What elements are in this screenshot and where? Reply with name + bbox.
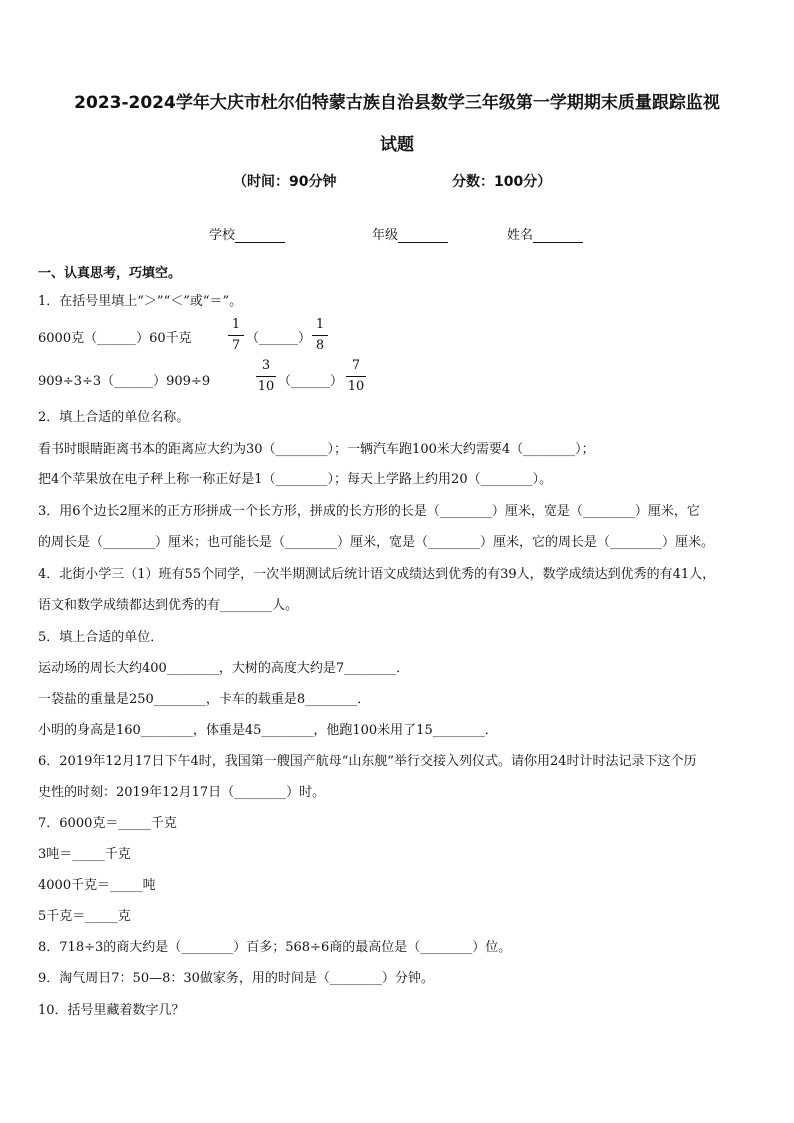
exam-title-cont: 试题 [380, 135, 414, 155]
name-blank[interactable] [533, 228, 583, 243]
fraction-bar [228, 335, 244, 336]
grade-field[interactable] [372, 224, 448, 243]
fraction-bar [346, 376, 366, 377]
q1-b-blank[interactable]: （______） [246, 331, 312, 346]
q1-stem: 1．在括号里填上“＞”“＜”或“＝”。 [38, 294, 243, 309]
name-label: 姓名 [507, 228, 534, 243]
denominator: 10 [347, 379, 365, 394]
q5-line1: 运动场的周长大约400________，大树的高度大约是7________． [38, 661, 410, 676]
fraction-bar [312, 335, 328, 336]
q6-line1: 6．2019年12月17日下午4时，我国第一艘国产航母“山东舰”举行交接入列仪式。请你用24时计时法记录下这个历 [38, 754, 697, 769]
grade-label: 年级 [372, 228, 399, 243]
fraction [346, 357, 366, 396]
denominator: 10 [257, 379, 275, 394]
q10-line: 10．括号里藏着数字几？ [38, 1003, 185, 1018]
q1-d-blank[interactable]: （______） [278, 374, 344, 389]
section-heading: 一、认真思考，巧填空。 [38, 266, 182, 281]
school-field[interactable] [209, 224, 285, 243]
q3-line1: 3．用6个边长2厘米的正方形拼成一个长方形，拼成的长方形的长是（________）厘米，宽是（________）厘米，它 [38, 504, 700, 519]
q7-line4: 5千克＝_____克 [38, 909, 131, 924]
q1-a: 6000克（______）60千克 [38, 331, 192, 346]
denominator: 7 [231, 338, 241, 353]
school-label: 学校 [209, 228, 236, 243]
q7-line1: 7．6000克＝_____千克 [38, 816, 177, 831]
q5-line3: 小明的身高是160________，体重是45________，他跑100米用了15________． [38, 723, 498, 738]
fraction [256, 357, 276, 396]
q1-c: 909÷3÷3（______）909÷9 [38, 374, 211, 389]
q6-line2: 史性的时刻：2019年12月17日（________）时。 [38, 785, 326, 800]
q4-line2: 语文和数学成绩都达到优秀的有________人。 [38, 598, 299, 613]
q3-line2: 的周长是（________）厘米；也可能长是（________）厘米，宽是（________）厘米，它的周长是（________）厘米。 [38, 535, 715, 550]
fraction [228, 316, 244, 355]
name-field[interactable] [507, 224, 583, 243]
q5-line2: 一袋盐的重量是250________，卡车的载重是8________． [38, 692, 371, 707]
fraction-bar [256, 376, 276, 377]
q2-line2: 把4个苹果放在电子秤上称一称正好是1（________）；每天上学路上约用20（________）。 [38, 472, 553, 487]
numerator: 3 [261, 358, 271, 373]
q9-line: 9．淘气周日7：50—8：30做家务，用的时间是（________）分钟。 [38, 971, 434, 986]
school-blank[interactable] [235, 228, 285, 243]
grade-blank[interactable] [398, 228, 448, 243]
fraction [312, 316, 328, 355]
exam-score: 分数：100分） [452, 174, 552, 190]
denominator: 8 [315, 338, 325, 353]
q2-stem: 2．填上合适的单位名称。 [38, 410, 190, 425]
q4-line1: 4．北街小学三（1）班有55个同学，一次半期测试后统计语文成绩达到优秀的有39人，数学成绩达到优秀的有41人， [38, 567, 716, 582]
q8-line: 8．718÷3的商大约是（________）百多；568÷6商的最高位是（________）位。 [38, 940, 512, 955]
exam-title: 2023-2024学年大庆市杜尔伯特蒙古族自治县数学三年级第一学期期末质量跟踪监视 [74, 93, 720, 113]
exam-time: （时间：90分钟 [233, 174, 337, 190]
q2-line1: 看书时眼睛距离书本的距离应大约为30（________）；一辆汽车跑100米大约需要4（________）； [38, 442, 595, 457]
numerator: 1 [231, 317, 241, 332]
numerator: 1 [315, 317, 325, 332]
q5-stem: 5．填上合适的单位． [38, 630, 164, 645]
q7-line2: 3吨＝_____千克 [38, 847, 131, 862]
numerator: 7 [351, 358, 361, 373]
q7-line3: 4000千克＝_____吨 [38, 878, 156, 893]
